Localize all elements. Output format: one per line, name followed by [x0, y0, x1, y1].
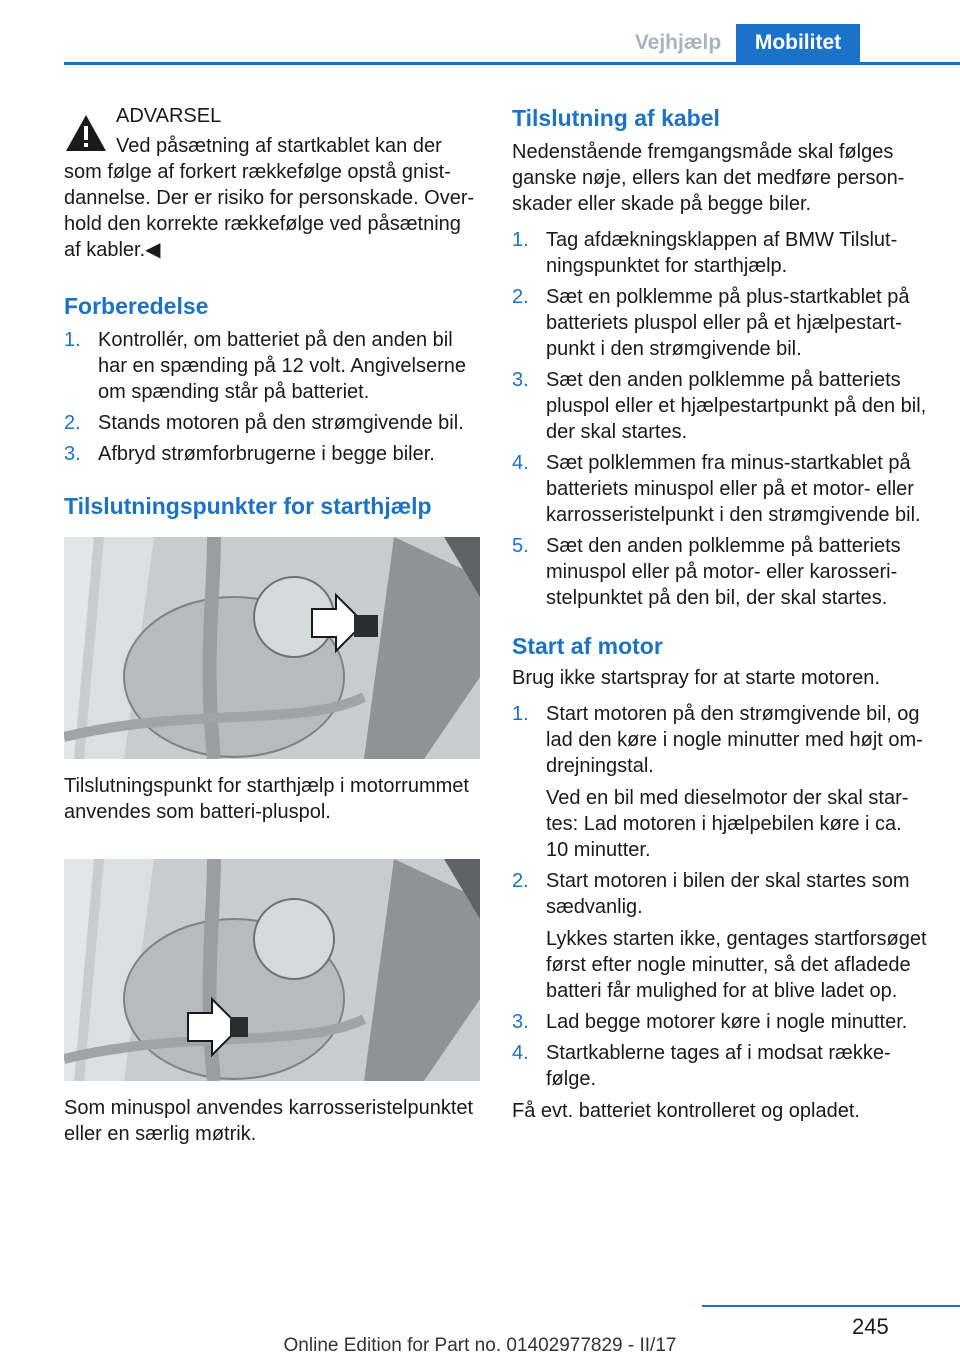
engine-bay-plus-point-illustration — [64, 537, 480, 759]
list-item — [512, 227, 928, 279]
item-text: Startkablerne tages af i modsat rækkefølge. — [546, 1042, 891, 1090]
start-outro: Få evt. batteriet kontrolleret og opladet. — [512, 1100, 860, 1122]
header-tab-mobilitet[interactable]: Mobilitet — [736, 24, 860, 62]
item-text: Tag afdækningsklappen af BMW Tilslutningspunktet for starthjælp. — [546, 229, 898, 277]
item-text: Stands motoren på den strømgivende bil. — [98, 412, 464, 434]
item-text: Lad begge motorer køre i nogle minutter. — [546, 1011, 908, 1033]
list-item — [512, 868, 928, 1004]
engine-bay-minus-point-illustration — [64, 859, 480, 1081]
kabel-intro: Nedenstående fremgangsmåde skal følges ganske nøje, ellers kan det medføre personskader eller skade på begge biler. — [512, 141, 905, 215]
header-rule — [64, 62, 960, 65]
item-number: 5. — [512, 535, 529, 557]
item-number: 2. — [64, 412, 81, 434]
item-text: Sæt den anden polklemme på batteriets minuspol eller på motor- eller karosseristelpunktet på den bil, der skal startes. — [546, 535, 901, 609]
list-item — [512, 1040, 928, 1092]
item-number: 3. — [512, 369, 529, 391]
heading-start-af-motor: Start af motor — [512, 633, 663, 659]
item-text: Kontrollér, om batteriet på den anden bil har en spænding på 12 volt. Angivelserne om spænding står på batteriet. — [98, 329, 467, 403]
item-subtext: Ved en bil med dieselmotor der skal startes: Lad motoren i hjælpebilen køre i ca. 10 minutter. — [546, 787, 909, 861]
item-number: 3. — [512, 1011, 529, 1033]
item-number: 4. — [512, 1042, 529, 1064]
list-item — [512, 450, 928, 528]
forberedelse-list — [64, 327, 480, 467]
item-number: 1. — [64, 329, 81, 351]
warning-title: ADVARSEL — [116, 105, 222, 127]
item-text: Sæt den anden polklemme på batteriets pluspol eller et hjælpestartpunkt på den bil, der skal startes. — [546, 369, 927, 443]
figure-caption-plus: Tilslutningspunkt for starthjælp i motorrummet anvendes som batteri-pluspol. — [64, 775, 469, 823]
warning-box — [64, 103, 480, 263]
header-tab-vejhjaelp[interactable]: Vejhjælp — [634, 31, 722, 54]
item-number: 1. — [512, 703, 529, 725]
list-item — [64, 327, 480, 405]
start-list — [512, 701, 928, 1092]
footer-edition: Online Edition for Part no. 01402977829 - II/17 — [283, 1335, 677, 1356]
list-item — [512, 1009, 928, 1035]
item-number: 2. — [512, 286, 529, 308]
list-item — [512, 533, 928, 611]
list-item — [64, 410, 480, 436]
figure-caption-minus: Som minuspol anvendes karrosseristelpunktet eller en særlig møtrik. — [64, 1097, 474, 1145]
item-text: Afbryd strømforbrugerne i begge biler. — [98, 443, 435, 465]
item-number: 2. — [512, 870, 529, 892]
item-text: Sæt en polklemme på plus-startkablet på batteriets pluspol eller på et hjælpestartpunkt i den strømgivende bil. — [546, 286, 910, 360]
item-number: 1. — [512, 229, 529, 251]
list-item — [512, 367, 928, 445]
heading-forberedelse: Forberedelse — [64, 293, 209, 319]
footer-rule — [702, 1305, 960, 1307]
item-text: Start motoren på den strømgivende bil, og lad den køre i nogle minutter med højt omdrejningstal. — [546, 703, 923, 777]
item-text: Start motoren i bilen der skal startes som sædvanlig. — [546, 870, 910, 918]
list-item — [512, 701, 928, 863]
start-intro: Brug ikke startspray for at starte motoren. — [512, 667, 880, 689]
list-item — [512, 284, 928, 362]
item-number: 3. — [64, 443, 81, 465]
page-number: 245 — [852, 1314, 889, 1339]
right-column — [512, 95, 928, 1124]
warning-text: Ved påsætning af startkablet kan der som følge af forkert rækkefølge opstå gnistdannelse. Der er risiko for personskade. Overhold den korrekte rækkefølge ved påsætning af kabler.◀ — [64, 135, 475, 261]
heading-tilslutningspunkter: Tilslutningspunkter for starthjælp — [64, 493, 432, 519]
kabel-list — [512, 227, 928, 611]
item-number: 4. — [512, 452, 529, 474]
heading-tilslutning-af-kabel: Tilslutning af kabel — [512, 105, 720, 131]
list-item — [64, 441, 480, 467]
item-subtext: Lykkes starten ikke, gentages startforsøget først efter nogle minutter, så det afladede batteri får mulighed for at blive ladet op. — [546, 928, 927, 1002]
item-text: Sæt polklemmen fra minus-startkablet på batteriets minuspol eller på et motor- eller karrosseristelpunkt i den strømgivende bil. — [546, 452, 921, 526]
left-column — [64, 95, 480, 1181]
warning-triangle-icon — [64, 113, 108, 153]
